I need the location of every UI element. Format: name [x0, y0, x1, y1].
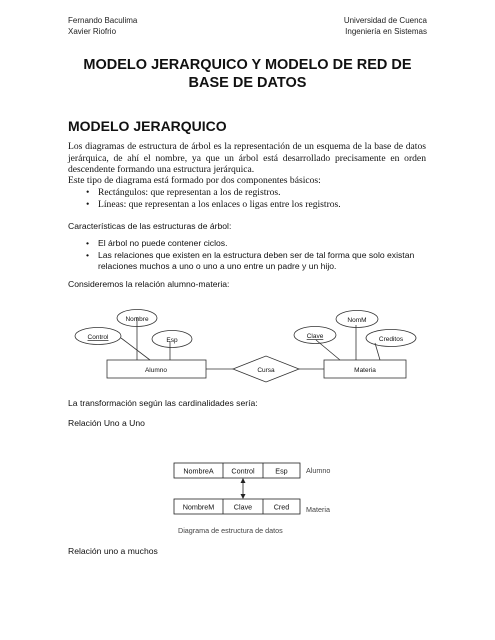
attribute-creditos-label: Creditos [378, 336, 404, 343]
consider-text: Consideremos la relación alumno-materia: [68, 279, 230, 289]
arrow-down-icon [241, 494, 246, 499]
characteristics-heading: Características de las estructuras de árbol: [68, 221, 232, 231]
attribute-esp-label: Esp [166, 337, 178, 344]
title-line-1: MODELO JERARQUICO Y MODELO DE RED DE [83, 57, 412, 73]
field-nombrea: NombreA [183, 466, 214, 476]
field-clave: Clave [233, 502, 253, 512]
title-line-2: BASE DE DATOS [188, 75, 307, 91]
one-to-many-label: Relación uno a muchos [68, 546, 158, 556]
components-list [68, 187, 426, 210]
list-item: • Rectángulos: que representan a los de registros. [68, 187, 426, 199]
faculty: Ingeniería en Sistemas [345, 27, 427, 36]
one-to-one-label: Relación Uno a Uno [68, 418, 145, 428]
author-2: Xavier Riofrio [68, 27, 117, 36]
field-cred: Cred [273, 502, 290, 512]
attribute-nombre-label: Nombre [125, 316, 149, 323]
connector-line [121, 338, 150, 360]
author-1: Fernando Baculima [68, 16, 138, 25]
attribute-control-label: Control [87, 334, 109, 341]
entity-alumno-label: Alumno [144, 367, 168, 374]
transformation-text: La transformación según las cardinalidades sería: [68, 398, 258, 408]
record-label-materia: Materia [306, 505, 330, 514]
page-title [40, 56, 455, 92]
intro-paragraph: Los diagramas de estructura de árbol es la representación de un esquema de la base de datos jerárquica, de ahí el nombre, ya que un árbol está desarrollado precisamente en orden descendente formando una estructura jerárquica. [68, 141, 426, 176]
record-label-alumno: Alumno [306, 466, 331, 475]
intro-line: Este tipo de diagrama está formado por dos componentes básicos: [68, 175, 321, 186]
attribute-clave-label: Clave [306, 333, 324, 340]
entity-materia-label: Materia [354, 367, 376, 374]
arrow-up-icon [241, 478, 246, 483]
list-item: • Líneas: que representan a los enlaces o ligas entre los registros. [68, 199, 426, 211]
diagram-caption: Diagrama de estructura de datos [178, 526, 283, 535]
institution: Universidad de Cuenca [343, 16, 427, 25]
data-structure-diagram [0, 455, 495, 540]
field-esp: Esp [275, 466, 288, 476]
list-item: • Las relaciones que existen en la estructura deben ser de tal forma que solo existan relaciones muchos a uno o uno a uno entre un padre y un hijo. [68, 250, 428, 273]
relationship-label: Cursa [257, 367, 275, 374]
er-diagram [0, 300, 495, 392]
field-nombrem: NombreM [182, 502, 215, 512]
characteristics-list [68, 238, 428, 273]
field-control: Control [231, 466, 255, 476]
attribute-nomm-label: NomM [347, 317, 367, 324]
section-heading: MODELO JERARQUICO [68, 118, 227, 134]
list-item: • El árbol no puede contener ciclos. [68, 238, 428, 250]
